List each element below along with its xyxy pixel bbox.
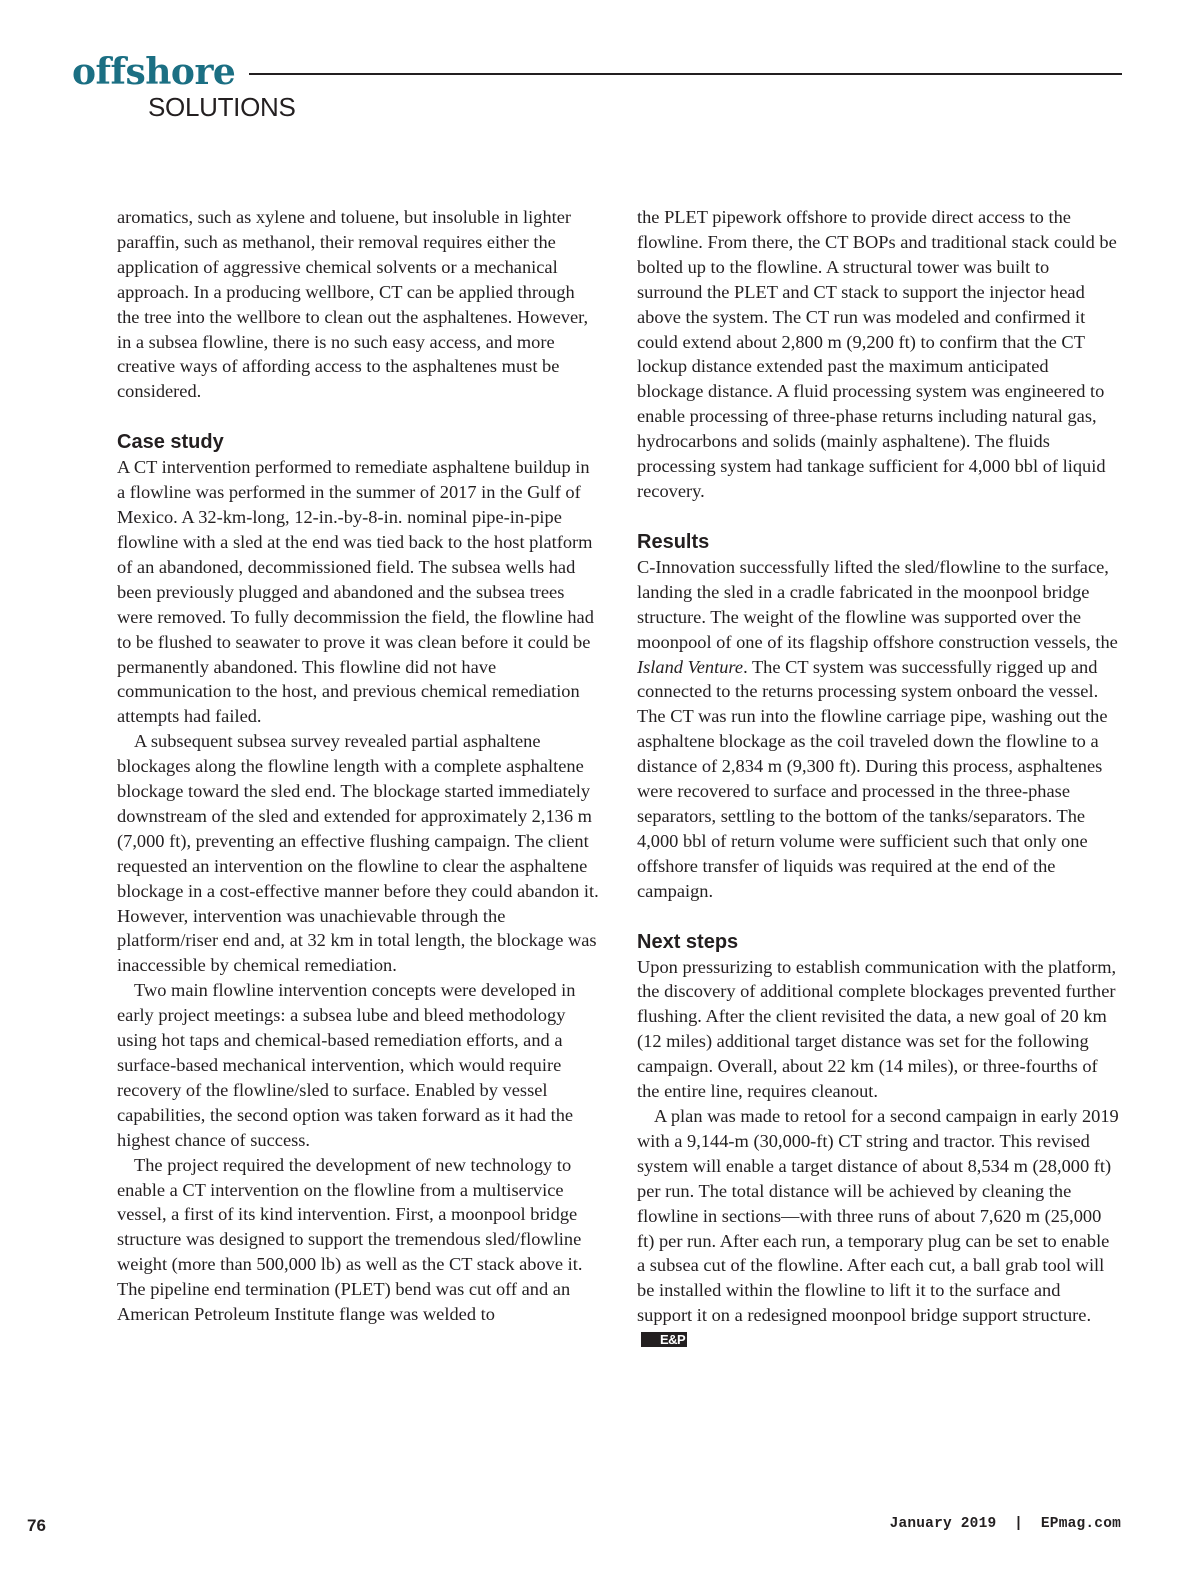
section-subtitle: SOLUTIONS xyxy=(148,92,296,122)
section-title: offshore xyxy=(72,51,236,93)
paragraph: The project required the development of new technology to enable a CT intervention on the flowline from a multiservice vessel, a first of its kind intervention. First, a moonpool bridge structure was designed to support the tremendous sled/flowline weight (more than 500,000 lb) as well as the CT stack above it. The pipeline end termination (PLET) bend was cut off and an American Petroleum Institute flange was welded to xyxy=(117,1154,583,1325)
heading-results: Results xyxy=(637,530,710,553)
text-run: . The CT system was successfully rigged up and connected to the returns processing system onboard the vessel. The CT was run into the flowline carriage pipe, washing out the asphaltene blockage as the coil traveled down the flowline to a distance of 2,834 m (9,300 ft). During this process, asphaltenes were recovered to surface and processed in the three-phase separators, settling to the bottom of the tanks/separators. The 4,000 bbl of return volume were sufficient such that only one offshore transfer of liquids was required at the end of the campaign. xyxy=(637,656,1108,901)
header-rule xyxy=(249,73,1122,75)
paragraph: aromatics, such as xylene and toluene, but insoluble in lighter paraffin, such as methanol, their removal requires either the application of aggressive chemical solvents or a mechanical approach. In a producing wellbore, CT can be applied through the tree into the wellbore to clean out the asphaltenes. However, in a subsea flowline, there is no such easy access, and more creative ways of affording access to the asphaltenes must be considered. xyxy=(117,207,589,402)
paragraph: the PLET pipework offshore to provide direct access to the flowline. From there, the CT BOPs and traditional stack could be bolted up to the flowline. A structural tower was built to surround the PLET and CT stack to support the injector head above the system. The CT run was modeled and confirmed it could extend about 2,800 m (9,200 ft) to confirm that the CT lockup distance extended past the maximum anticipated blockage distance. A fluid processing system was engineered to enable processing of three-phase returns including natural gas, hydrocarbons and solids (mainly asphaltene). The fluids processing system had tankage sufficient for 4,000 bbl of liquid recovery. xyxy=(637,207,1117,501)
paragraph: A CT intervention performed to remediate asphaltene buildup in a flowline was performed in the summer of 2017 in the Gulf of Mexico. A 32-km-long, 12-in.-by-8-in. nominal pipe-in-pipe flowline with a sled at the end was tied back to the host platform of an abandoned, decommissioned field. The subsea wells had been previously plugged and abandoned and the subsea trees were removed. To fully decommission the field, the flowline had to be flushed to seawater to prove it was clean before it could be permanently abandoned. This flowline did not have communication to the host, and previous chemical remediation attempts had failed. xyxy=(117,457,594,727)
article-column-right xyxy=(637,205,1119,1353)
footer-folio: January 2019 | EPmag.com xyxy=(889,1516,1121,1532)
heading-case-study: Case study xyxy=(117,431,224,454)
paragraph: Upon pressurizing to establish communication with the platform, the discovery of additional complete blockages prevented further flushing. After the client revisited the data, a new goal of 20 km (12 miles) additional target distance was set for the following campaign. Overall, about 22 km (14 miles), or three-fourths of the entire line, requires cleanout. xyxy=(637,956,1117,1102)
text-run: C-Innovation successfully lifted the sled/flowline to the surface, landing the sled in a cradle fabricated in the moonpool bridge structure. The weight of the flowline was supported over the moonpool of one of its flagship offshore construction vessels, the xyxy=(637,556,1118,652)
paragraph: Two main flowline intervention concepts were developed in early project meetings: a subsea lube and bleed methodology using hot taps and chemical-based remediation efforts, and a surface-based mechanical intervention, which would require recovery of the flowline/sled to surface. Enabled by vessel capabilities, the second option was taken forward as it had the highest chance of success. xyxy=(117,980,576,1150)
text-run: A plan was made to retool for a second campaign in early 2019 with a 9,144-m (30,000-ft) CT string and tractor. This revised system will enable a target distance of about 8,534 m (28,000 ft) per run. The total distance will be achieved by cleaning the flowline in sections—with three runs of about 7,620 m (25,000 ft) per run. After each run, a temporary plug can be set to enable a subsea cut of the flowline. After each cut, a ball grab tool will be installed within the flowline to lift it to the surface and support it on a redesigned moonpool bridge support structure. xyxy=(637,1106,1119,1326)
paragraph-final xyxy=(637,1104,1119,1353)
paragraph xyxy=(637,555,1119,904)
article-column-left xyxy=(117,205,599,1327)
end-mark-logo: E&P xyxy=(641,1332,687,1347)
heading-next-steps: Next steps xyxy=(637,930,739,953)
section-masthead xyxy=(72,50,1122,130)
paragraph: A subsequent subsea survey revealed partial asphaltene blockages along the flowline length with a complete asphaltene blockage toward the sled end. The blockage started immediately downstream of the sled and extended for approximately 2,136 m (7,000 ft), preventing an effective flushing campaign. The client requested an intervention on the flowline to clear the asphaltene blockage in a cost-effective manner before they could abandon it. However, intervention was unachievable through the platform/riser end and, at 32 km in total length, the blockage was inaccessible by chemical remediation. xyxy=(117,731,599,976)
vessel-name: Island Venture xyxy=(637,656,744,677)
page-number: 76 xyxy=(27,1516,46,1535)
